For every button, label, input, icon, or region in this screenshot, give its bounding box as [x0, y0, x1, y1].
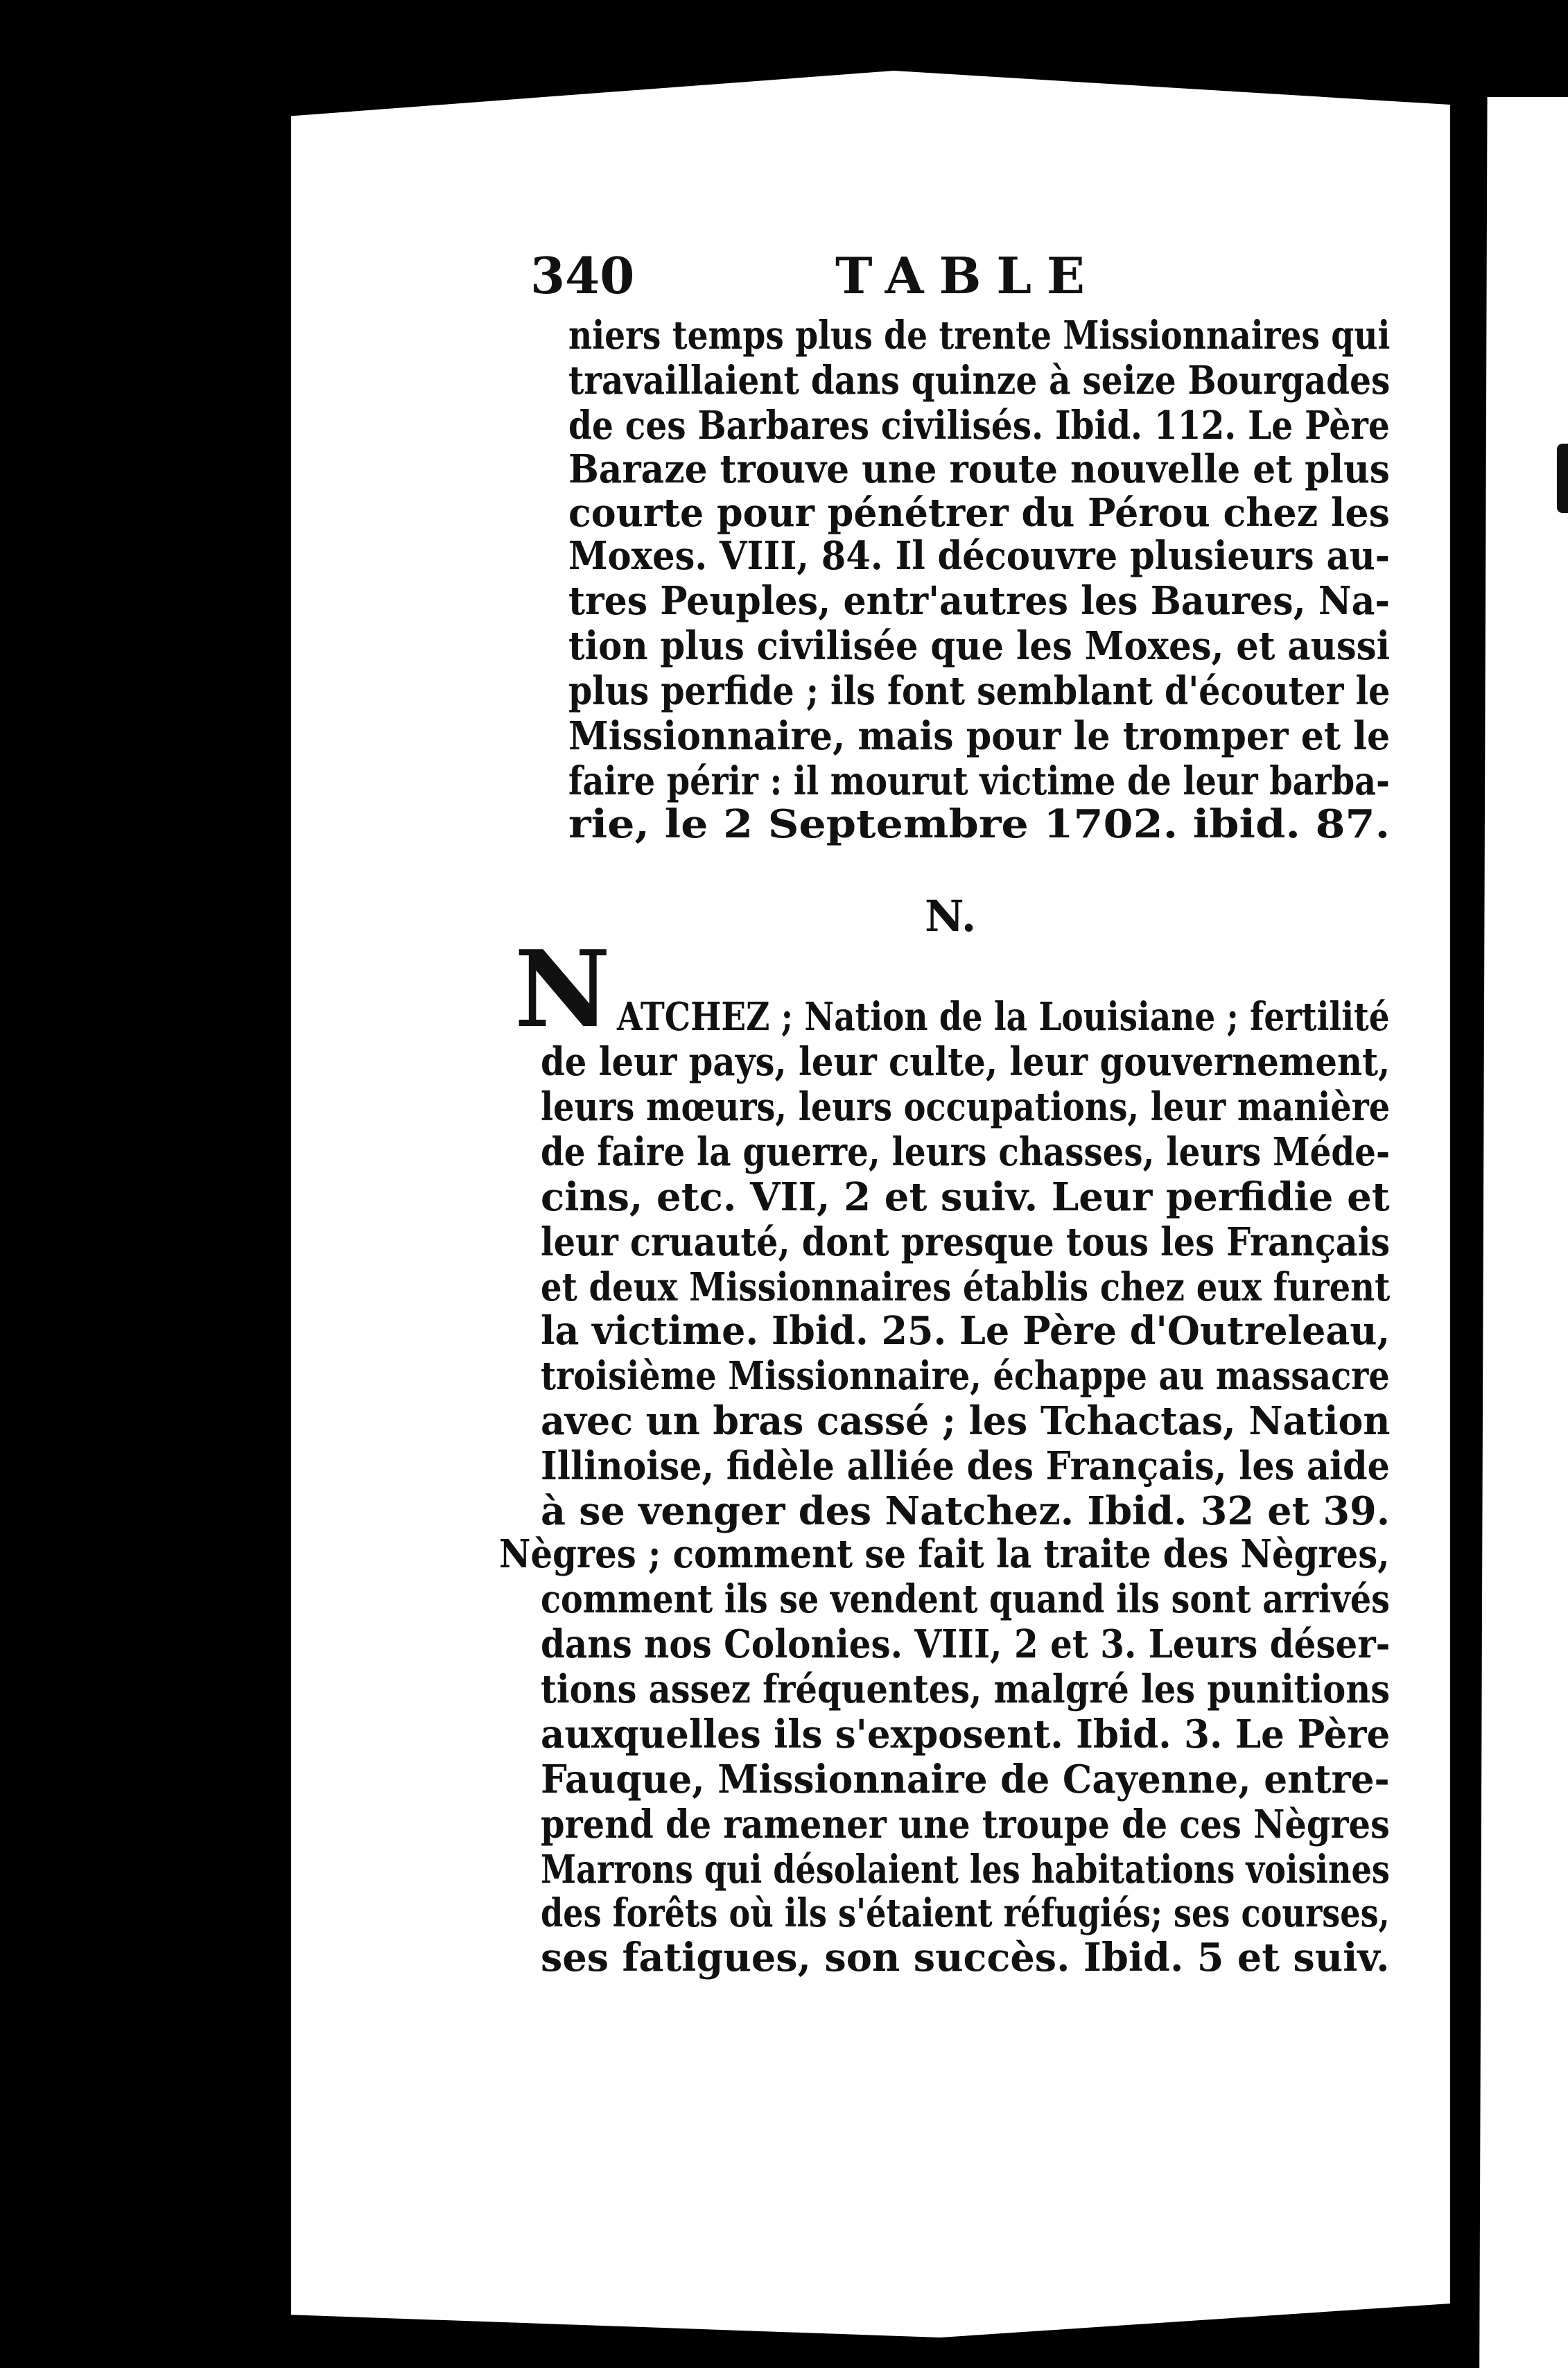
text-line: courte pour pénétrer du Pérou chez les: [568, 490, 1390, 536]
text-line: Baraze trouve une route nouvelle et plus: [568, 446, 1390, 492]
text-line: dans nos Colonies. VIII, 2 et 3. Leurs déser-: [541, 1621, 1391, 1667]
text-line: leur cruauté, dont presque tous les Français: [541, 1219, 1391, 1265]
text-line: plus perfide ; ils font semblant d'écouter le: [568, 668, 1391, 714]
text-line: avec un bras cassé ; les Tchactas, Nation: [541, 1398, 1391, 1444]
text-line: leurs mœurs, leurs occupations, leur manière: [541, 1084, 1391, 1130]
text-line: à se venger des Natchez. Ibid. 32 et 39.: [541, 1488, 1391, 1534]
text-line: tions assez fréquentes, malgré les punitions: [541, 1666, 1391, 1712]
text-line: de leur pays, leur culte, leur gouvernement,: [541, 1039, 1391, 1085]
text-line: de faire la guerre, leurs chasses, leurs Méde-: [541, 1129, 1391, 1175]
running-title: TABLE: [835, 246, 1100, 305]
text-line: de ces Barbares civilisés. Ibid. 112. Le Père: [568, 403, 1390, 449]
drop-cap: N: [514, 927, 611, 1051]
page-number: 340: [530, 246, 635, 305]
text-line: auxquelles ils s'exposent. Ibid. 3. Le Père: [541, 1712, 1391, 1757]
text-line: et deux Missionnaires établis chez eux furent: [541, 1264, 1391, 1310]
text-line: tion plus civilisée que les Moxes, et aussi: [568, 623, 1391, 669]
text-line: niers temps plus de trente Missionnaires qui: [568, 313, 1391, 358]
text-line: Marrons qui désolaient les habitations voisines: [541, 1847, 1390, 1892]
text-line: Fauque, Missionnaire de Cayenne, entre-: [541, 1757, 1390, 1802]
text-line: Illinoise, fidèle alliée des Français, les aide: [541, 1443, 1390, 1489]
text-line: troisième Missionnaire, échappe au massacre: [541, 1353, 1390, 1399]
section-letter: N.: [925, 891, 977, 941]
text-line: ATCHEZ ; Nation de la Louisiane ; fertilité: [617, 994, 1390, 1040]
text-line: la victime. Ibid. 25. Le Père d'Outreleau,: [541, 1308, 1391, 1354]
text-line: comment ils se vendent quand ils sont arrivés: [541, 1576, 1390, 1622]
text-line: tres Peuples, entr'autres les Baures, Na-: [568, 578, 1391, 624]
text-line: cins, etc. VII, 2 et suiv. Leur perfidie et: [541, 1174, 1390, 1220]
text-line: travaillaient dans quinze à seize Bourgades: [568, 358, 1391, 403]
text-line: rie, le 2 Septembre 1702. ibid. 87.: [568, 801, 1391, 847]
text-line: ses fatigues, son succès. Ibid. 5 et suiv.: [541, 1935, 1390, 1980]
text-line: prend de ramener une troupe de ces Nègres: [541, 1802, 1390, 1847]
text-line: Moxes. VIII, 84. Il découvre plusieurs au-: [568, 533, 1390, 579]
text-line: Nègres ; comment se fait la traite des Nègres,: [499, 1531, 1390, 1577]
text-line: des forêts où ils s'étaient réfugiés; ses courses,: [541, 1890, 1390, 1936]
text-line: faire périr : il mourut victime de leur barba-: [568, 758, 1390, 804]
text-line: Missionnaire, mais pour le tromper et le: [568, 713, 1391, 759]
